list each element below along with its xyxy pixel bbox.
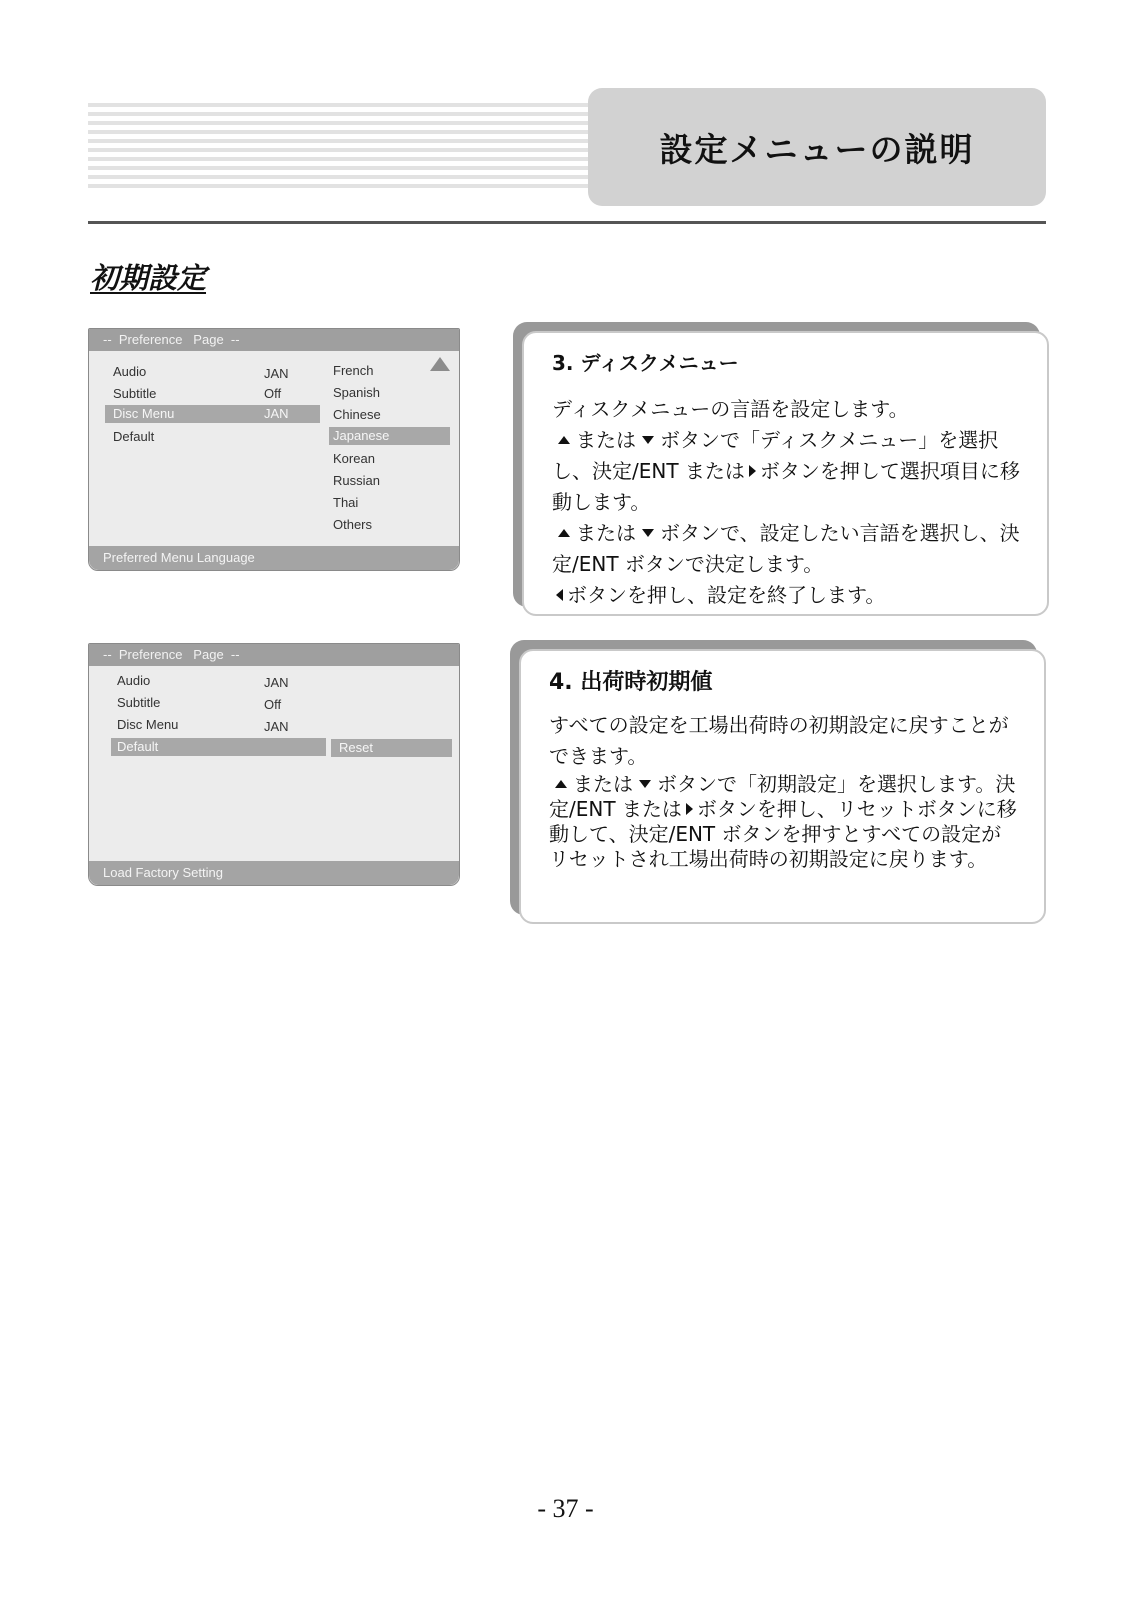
card-text: または ボタンで「初期設定」を選択します。決定/ENT または ボタンを押し、リセットボタンに移動して、決定/ENT ボタンを押すとすべての設定がリセットされ工場出荷時の初期設定に戻ります。 [549,772,1017,871]
header-stripes [88,103,588,195]
osd-option: Russian [333,473,380,488]
osd-item-value: JAN [264,675,289,690]
osd-option: Korean [333,451,375,466]
osd-selected-option: Japanese [329,427,450,445]
osd-item-label: Subtitle [113,386,157,401]
osd-footer: Preferred Menu Language [89,546,459,570]
osd-option: Thai [333,495,359,510]
page-title: 設定メニューの説明 [659,129,975,169]
osd-item-label: Audio [117,673,151,688]
osd-selected-option: Reset [331,739,452,757]
section-title: 初期設定 [90,261,207,295]
osd-item-label: Disc Menu [117,717,179,732]
osd-item-value: JAN [264,366,289,381]
osd-selected-item: Default [111,738,326,756]
down-arrow-icon [639,780,651,788]
osd-option: French [333,363,374,378]
card-text: または ボタンで、設定したい言語を選択し、決定/ENT ボタンで決定します。 [552,521,1020,576]
osd-header: -- Preference Page -- [89,644,459,666]
osd-disc-menu-screen [88,328,460,571]
card-text: ボタンを押し、設定を終了します。 [552,580,1021,611]
up-arrow-icon [558,436,570,444]
osd-item-value: JAN [264,719,289,734]
osd-header: -- Preference Page -- [89,329,459,351]
up-arrow-icon [555,780,567,788]
disc-menu-instructions [522,331,1049,616]
card-text: または ボタンで「ディスクメニュー」を選択し、決定/ENT または ボタンを押して選択項目に移動します。 [552,428,1020,514]
osd-item-label: Disc Menu [113,406,175,421]
osd-item-value: Off [264,386,282,401]
down-arrow-icon [642,529,654,537]
osd-footer: Load Factory Setting [89,861,459,885]
scroll-up-icon [430,357,450,371]
factory-default-instructions [519,649,1046,924]
osd-default-screen [88,643,460,886]
right-arrow-icon [686,803,693,815]
up-arrow-icon [558,529,570,537]
left-arrow-icon [556,589,563,601]
right-arrow-icon [749,465,756,477]
osd-item-value: Off [264,697,282,712]
osd-option: Others [333,517,373,532]
osd-item-value: JAN [264,406,289,421]
header-divider [88,221,1046,224]
page-number: - 37 - [537,1494,594,1523]
card-text: すべての設定を工場出荷時の初期設定に戻すことができます。 [549,713,1009,768]
down-arrow-icon [642,436,654,444]
osd-item-label: Default [113,429,155,444]
osd-item-label: Audio [113,364,147,379]
card-text: ディスクメニューの言語を設定します。 [552,397,909,421]
card-title: 3. ディスクメニュー [552,351,739,375]
osd-selected-item [105,405,320,423]
osd-option: Chinese [333,407,381,422]
header-tab [588,88,1046,206]
card-title: 4. 出荷時初期値 [549,670,713,695]
osd-option: Spanish [333,385,380,400]
osd-item-label: Subtitle [117,695,161,710]
